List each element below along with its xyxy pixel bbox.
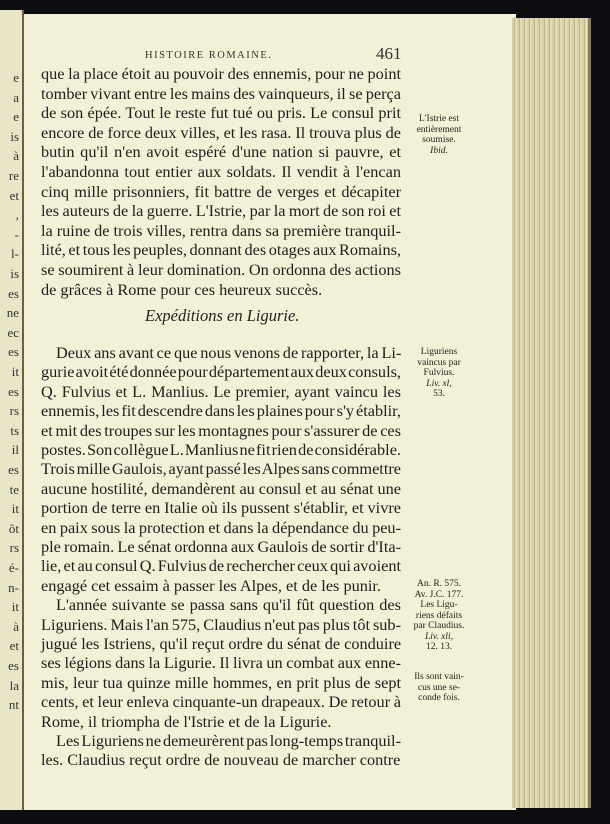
previous-page-fragment: ,: [15, 207, 19, 223]
previous-page-fragment: et: [9, 638, 19, 654]
previous-page-fragment: ts: [10, 422, 19, 438]
text-line: les auteurs de la guerre. L'Istrie, par la mort de son roi et: [41, 201, 401, 221]
previous-page-fragment: il: [11, 442, 19, 458]
previous-page-fragment: ne: [6, 305, 19, 321]
text-line: Les Liguriens ne demeurèrent pas long-temps tranquil-: [56, 731, 401, 750]
margin-note-line: An. R. 575.: [416, 579, 462, 589]
margin-note-line: L'Istrie est: [419, 114, 459, 124]
margin-note-line: soumise.: [422, 135, 456, 145]
text-line: encore de force deux villes, et les rasa. Il trouva plus de: [41, 122, 401, 142]
previous-page-fragment: rs: [9, 540, 19, 556]
previous-page-fragment: es: [8, 462, 19, 477]
text-line: cinq mille prisonniers, fit battre de verges et décapiter: [41, 181, 401, 201]
text-line: tomber vivant entre les mains des vainqueurs, il se perça: [41, 83, 401, 103]
previous-page-fragment: es: [8, 383, 19, 399]
text-line: ses légions dans la Ligurie. Il livra un combat aux enne-: [41, 653, 401, 673]
section-heading: Expéditions en Ligurie.: [145, 306, 300, 325]
previous-page-fragment: la: [9, 677, 19, 693]
previous-page-fragment: it: [11, 599, 19, 615]
text-line: Deux ans avant ce que nous venons de rapporter, la Li-: [56, 343, 402, 362]
previous-page-fragment: nt: [8, 697, 19, 713]
previous-page-fragment: a: [13, 89, 19, 105]
text-line: portion de terre en Italie où ils pussent s'établir, et vivre: [41, 498, 401, 518]
text-line: gurie avoit été donnée pour département aux deux consuls,: [41, 362, 401, 382]
previous-page-fragment: is: [10, 128, 19, 144]
text-line: ple romain. Le sénat ordonna aux Gaulois de sortir d'Ita-: [41, 537, 401, 556]
text-line: lité, et tous les peuples, donnant des otages aux Romains,: [41, 240, 401, 260]
previous-page-fragment: e: [13, 70, 19, 85]
text-line: les. Claudius reçut ordre de nouveau de marcher contre: [41, 750, 401, 770]
margin-note-line: Av. J.C. 177.: [414, 589, 464, 600]
margin-note-line: Fulvius.: [423, 368, 455, 378]
margin-note-line: Ibid.: [430, 145, 448, 156]
text-line: aucune hostilité, demandèrent au consul et au sénat une: [41, 478, 401, 498]
page-stack-edges: [512, 18, 591, 808]
previous-page-fragment: et: [9, 187, 19, 203]
previous-page-fragment: e: [13, 109, 19, 125]
text-line: jugué les Istriens, qu'il reçut ordre du sénat de conduire: [41, 634, 402, 653]
previous-page-edge: [0, 10, 24, 810]
margin-note-line: vaincus par: [417, 357, 461, 368]
text-line: en paix sous la protection et dans la dépendance du peu-: [41, 517, 401, 537]
text-line: l'abandonna tout entier aux soldats. Il vendit à l'encan: [41, 162, 401, 181]
previous-page-fragment: es: [8, 658, 19, 673]
running-title: HISTOIRE ROMAINE.: [145, 50, 273, 61]
previous-page-fragment: n-: [8, 579, 19, 595]
previous-page-fragment: -: [14, 226, 19, 242]
text-line: de son épée. Tout le reste fut tué ou pris. Le consul prit: [41, 103, 401, 123]
text-line: butin qu'il n'en avoit espéré d'une nation si pauvre, et: [41, 142, 401, 162]
margin-note-line: Ils sont vain-: [414, 672, 464, 682]
text-line: Liguriens. Mais l'an 575, Claudius n'eut pas plus tôt sub-: [41, 614, 401, 634]
margin-note-line: Liguriens: [420, 347, 458, 357]
text-line: postes. Son collègue L. Manlius ne fit rien de considérable.: [41, 440, 401, 459]
previous-page-fragment: es: [8, 344, 19, 360]
text-line: ennemis, les fit descendre dans les plaines pour s'y établir,: [41, 401, 401, 421]
text-line: Q. Fulvius et L. Manlius. Le premier, ayant vaincu les: [41, 381, 401, 401]
margin-note-line: Liv. xli,: [424, 631, 454, 642]
margin-note-line: Liv. xl,: [426, 378, 452, 389]
previous-page-fragment: is: [10, 266, 19, 281]
previous-page-fragment: ec: [7, 324, 19, 340]
previous-page-fragment: it: [11, 501, 19, 517]
previous-page-fragment: l-: [11, 246, 19, 262]
text-line: la ruine de trois villes, rentra dans sa première tranquil-: [41, 220, 401, 240]
text-line: mis, leur tua quinze mille hommes, en prit plus de sept: [41, 672, 401, 692]
margin-note-line: Les Ligu-: [420, 600, 458, 610]
previous-page-fragment: à: [13, 618, 19, 634]
previous-page-fragment: rs: [9, 403, 19, 419]
margin-note-line: 12. 13.: [425, 642, 453, 652]
margin-note-line: 53.: [433, 389, 445, 399]
margin-note-line: conde fois.: [418, 693, 460, 703]
text-line: cents, et leur enleva cinquante-un drapeaux. De retour à: [41, 692, 401, 712]
text-line: Rome, il triompha de l'Istrie et de la Ligurie.: [41, 711, 332, 731]
text-line: L'année suivante se passa sans qu'il fût question des: [56, 595, 401, 615]
text-line: que la place étoit au pouvoir des ennemis, pour ne point: [41, 64, 401, 83]
text-line: de grâces à Rome pour ces heureux succès.: [41, 279, 323, 299]
margin-note-line: entièrement: [416, 124, 462, 135]
previous-page-fragment: te: [9, 481, 19, 497]
page-number: 461: [376, 44, 402, 63]
previous-page-fragment: é-: [8, 560, 19, 575]
text-line: engagé cet essaim à passer les Alpes, et de les punir.: [41, 575, 381, 595]
margin-note-line: riens défaits: [415, 610, 463, 621]
margin-note-line: par Claudius.: [413, 621, 465, 631]
previous-page-fragment: à: [13, 148, 19, 164]
previous-page-fragment: es: [8, 285, 19, 301]
text-line: et mit des troupes sur les montagnes pour s'assurer de ces: [41, 420, 401, 440]
previous-page-fragment: re: [8, 168, 19, 183]
margin-note-line: cus une se-: [417, 682, 461, 693]
previous-page-fragment: it: [11, 364, 19, 379]
text-line: se soumirent à leur domination. On ordonna des actions: [41, 260, 401, 279]
previous-page-fragment: ôt: [8, 520, 19, 536]
text-line: lie, et au consul Q. Fulvius de rechercher ceux qui avoient: [41, 556, 401, 576]
text-line: Trois mille Gaulois, ayant passé les Alpes sans commettre: [41, 459, 401, 479]
